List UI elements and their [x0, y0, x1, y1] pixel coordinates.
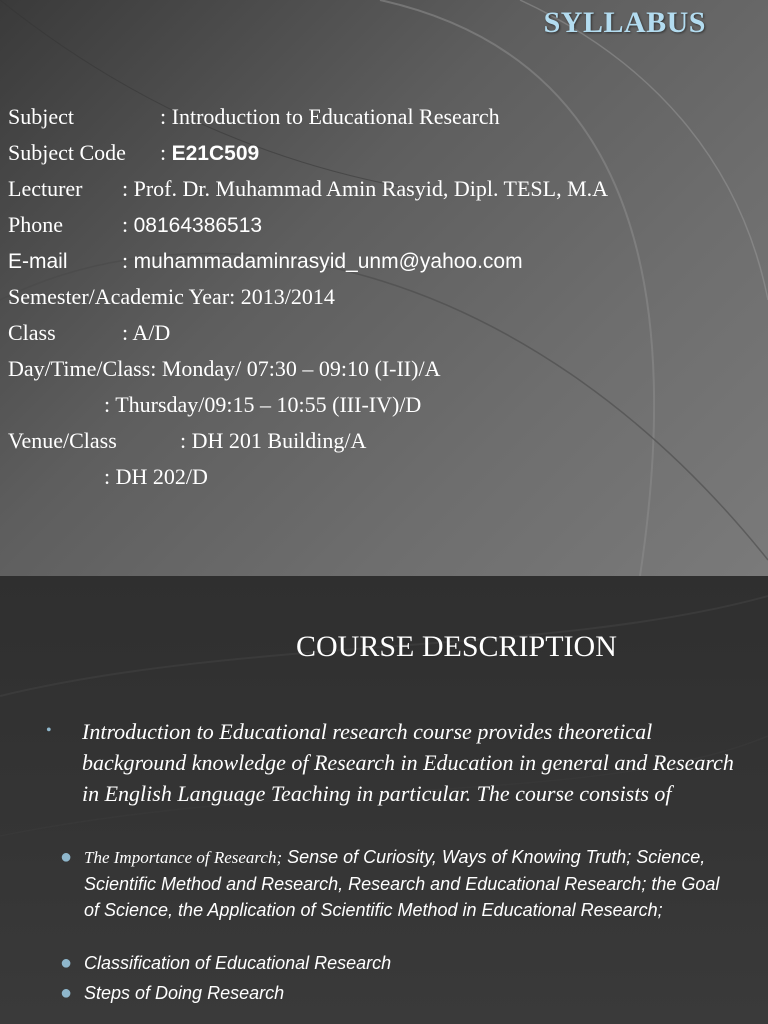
bullet-icon: •	[46, 722, 52, 739]
lecturer-value: Prof. Dr. Muhammad Amin Rasyid, Dipl. TESL, M.A	[133, 176, 609, 201]
subject-code-value: E21C509	[171, 142, 260, 165]
subject-label: Subject	[8, 104, 74, 129]
phone-value: 08164386513	[133, 214, 263, 237]
slide-title: SYLLABUS	[543, 6, 706, 39]
venue-value: DH 201 Building/A	[191, 428, 367, 453]
semester-row	[8, 283, 335, 311]
phone-sep: :	[122, 212, 134, 237]
class-sep: :	[122, 320, 133, 345]
venue-sep: :	[180, 428, 192, 453]
lecturer-label: Lecturer	[8, 176, 83, 201]
sub-bullet-icon: ●	[60, 952, 73, 974]
subject-code-label: Subject Code	[8, 140, 126, 165]
sub-item-text: Steps of Doing Research	[84, 983, 285, 1003]
sub-item-steps	[60, 980, 724, 1006]
class-row	[8, 319, 170, 347]
sub-bullet-icon: ●	[60, 982, 73, 1004]
venue-2-value: DH 202/D	[115, 464, 208, 489]
venue-label: Venue/Class	[8, 428, 117, 453]
day-time-row	[8, 355, 440, 383]
subject-sep: :	[160, 104, 172, 129]
venue-row-2	[8, 463, 208, 491]
lecturer-row	[8, 175, 608, 203]
class-label: Class	[8, 320, 56, 345]
sub-item-text: Sense of Curiosity, Ways of Knowing Truth; Science, Scientific Method and Research, Research and Educational Research; the Goal of Science, the Application of Scientific Method in Educational Research;	[84, 847, 720, 920]
course-description-title: COURSE DESCRIPTION	[296, 630, 617, 663]
subject-code-row	[8, 139, 259, 168]
day-time-value: Monday/ 07:30 – 09:10 (I-II)/A	[161, 356, 441, 381]
phone-row	[8, 211, 262, 240]
subject-code-sep: :	[160, 140, 172, 165]
email-label: E-mail	[8, 250, 68, 273]
day-time-label: Day/Time/Class	[8, 356, 151, 381]
sub-item-importance	[60, 844, 724, 923]
slide-course-description	[0, 576, 768, 1024]
email-sep: :	[122, 248, 134, 273]
lecturer-sep: :	[122, 176, 134, 201]
sub-bullet-icon: ●	[60, 846, 73, 868]
email-row	[8, 247, 523, 276]
day-time-2-sep: :	[104, 392, 116, 417]
subject-row	[8, 103, 500, 131]
sub-item-classification	[60, 950, 724, 976]
sub-item-lead: The Importance of Research;	[84, 848, 283, 867]
sub-item-text: Classification of Educational Research	[84, 953, 392, 973]
day-time-sep: :	[150, 356, 162, 381]
email-value: muhammadaminrasyid_unm@yahoo.com	[133, 250, 523, 273]
venue-2-sep: :	[104, 464, 116, 489]
semester-label: Semester/Academic Year	[8, 284, 230, 309]
semester-sep: :	[229, 284, 241, 309]
day-time-row-2	[8, 391, 421, 419]
class-value: A/D	[132, 320, 171, 345]
venue-row	[8, 427, 366, 455]
phone-label: Phone	[8, 212, 63, 237]
semester-value: 2013/2014	[240, 284, 335, 309]
day-time-2-value: Thursday/09:15 – 10:55 (III-IV)/D	[115, 392, 422, 417]
subject-value: Introduction to Educational Research	[171, 104, 500, 129]
description-text: Introduction to Educational research course provides theoretical background knowledge of Research in Education in general and Research in English Language Teaching in particular. The course consists of	[82, 719, 734, 806]
